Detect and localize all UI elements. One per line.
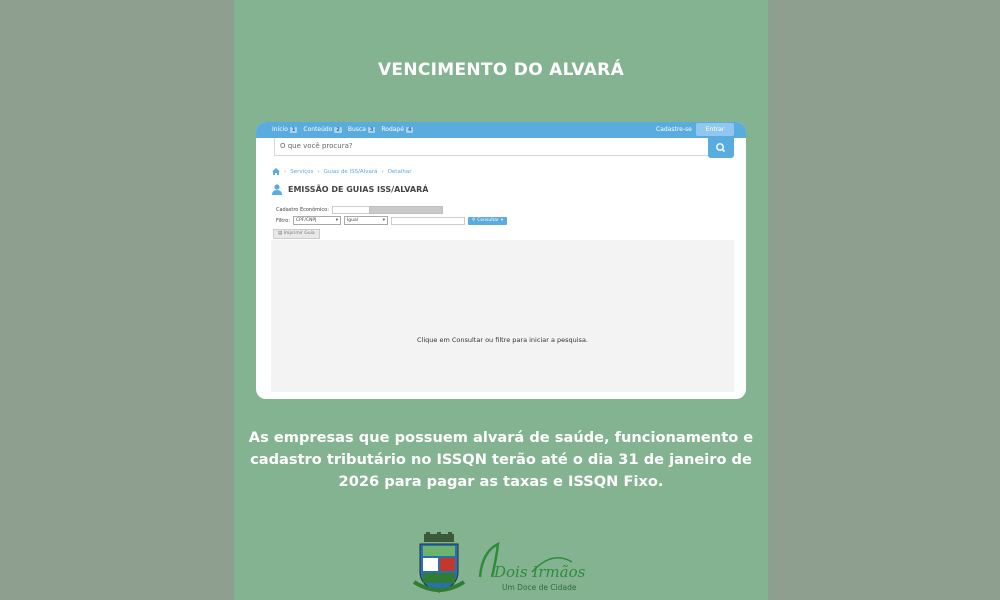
top-bar [256, 122, 746, 138]
results-message: Clique em Consultar ou filtre para iniciar a pesquisa. [417, 336, 588, 344]
nav-item-conteudo[interactable]: Conteúdo 2 [303, 126, 340, 133]
print-button[interactable]: ▤ Imprimir Guia [273, 229, 320, 239]
accessibility-nav [272, 126, 413, 133]
logo-city-text: Dois Irmãos [494, 563, 586, 581]
filter-value-input[interactable] [391, 217, 465, 225]
filtro-label: Filtro: [276, 217, 290, 224]
breadcrumb-guias[interactable]: Guias de ISS/Alvará [323, 168, 378, 175]
nav-item-busca[interactable]: Busca 3 [347, 126, 374, 133]
nav-item-rodape[interactable]: Rodapé 4 [381, 126, 412, 133]
filter-operator-select[interactable]: Igual ▾ [344, 216, 388, 225]
dois-irmaos-logo [480, 544, 586, 592]
home-icon[interactable] [272, 168, 280, 175]
breadcrumb-servicos[interactable]: Serviços [290, 168, 314, 175]
enter-button[interactable]: Entrar [696, 123, 734, 136]
user-icon [272, 184, 282, 195]
chevron-right-icon: › [381, 168, 384, 175]
chevron-right-icon: › [317, 168, 320, 175]
filter-form [276, 205, 507, 227]
page-title: EMISSÃO DE GUIAS ISS/ALVARÁ [272, 184, 428, 195]
chevron-right-icon: › [284, 168, 287, 175]
search-icon: ⚲ [471, 217, 476, 223]
headline: VENCIMENTO DO ALVARÁ [377, 60, 625, 80]
body-text: As empresas que possuem alvará de saúde, funcionamento e cadastro tributário no ISSQN terão até o dia 31 de janeiro de 2026 para pagar as taxas e ISSQN Fixo. [248, 429, 754, 490]
post-panel [234, 0, 768, 600]
logos [412, 532, 602, 600]
results-area [271, 240, 734, 392]
breadcrumb [272, 168, 411, 175]
chevron-down-icon: ▾ [335, 218, 338, 223]
chevron-down-icon: ▾ [500, 217, 504, 223]
breadcrumb-detalhar[interactable]: Detalhar [387, 168, 412, 175]
search-button[interactable] [708, 138, 734, 158]
cadastro-input[interactable] [332, 206, 370, 214]
signup-link[interactable]: Cadastre-se [656, 126, 692, 133]
printer-icon: ▤ [278, 231, 283, 236]
search-icon [708, 138, 734, 158]
logo-slogan-text: Um Doce de Cidade [502, 583, 577, 592]
left-background [0, 0, 234, 600]
website-screenshot [256, 122, 746, 399]
chevron-down-icon: ▾ [382, 218, 385, 223]
right-background [766, 0, 1000, 600]
cadastro-label: Cadastro Econômico: [276, 206, 329, 213]
filter-field-select[interactable]: CPF/CNPJ ▾ [293, 216, 341, 225]
search-input[interactable]: O que você procura? [274, 138, 710, 156]
coat-of-arms-logo [414, 532, 464, 592]
consult-button[interactable]: ⚲ Consultar ▾ [468, 217, 507, 225]
nav-item-inicio[interactable]: Início 1 [272, 126, 296, 133]
cadastro-name-field [369, 206, 443, 214]
